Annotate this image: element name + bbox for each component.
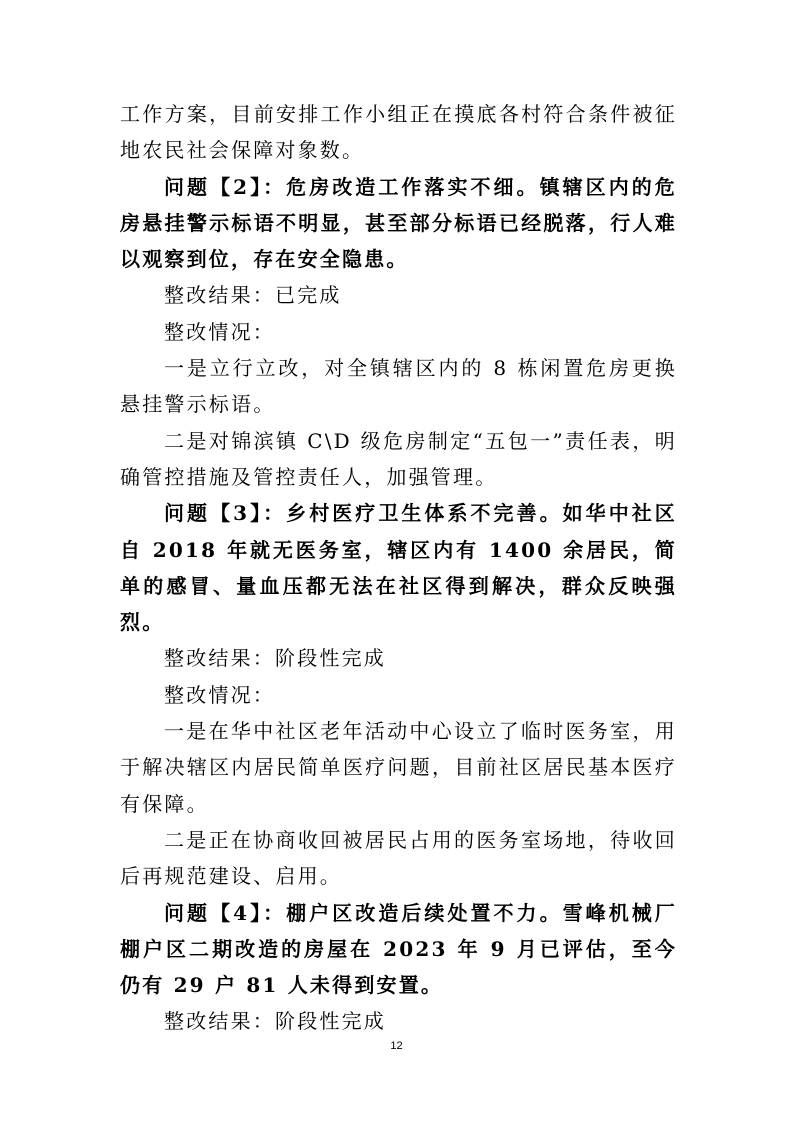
- measure-paragraph: 一是立行立改，对全镇辖区内的 8 栋闲置危房更换悬挂警示标语。: [120, 356, 677, 417]
- measure-paragraph: 二是对锦滨镇 C\D 级危房制定“五包一”责任表，明确管控措施及管控责任人，加强管理。: [120, 428, 677, 489]
- problem-3-heading: 问题【3】：乡村医疗卫生体系不完善。如华中社区自 2018 年就无医务室，辖区内有 1400 余居民，简单的感冒、量血压都无法在社区得到解决，群众反映强烈。: [120, 501, 677, 635]
- problem-4-heading: 问题【4】：棚户区改造后续处置不力。雪峰机械厂棚户区二期改造的房屋在 2023 年 9 月已评估，至今仍有 29 户 81 人未得到安置。: [120, 900, 677, 998]
- page-number: 12: [390, 1040, 403, 1052]
- document-body: [120, 96, 677, 1040]
- rectification-result: 整改结果：阶段性完成: [164, 1009, 386, 1034]
- rectification-result: 整改结果：阶段性完成: [164, 646, 386, 671]
- problem-2-heading: 问题【2】：危房改造工作落实不细。镇辖区内的危房悬挂警示标语不明显，甚至部分标语已经脱落，行人难以观察到位，存在安全隐患。: [120, 174, 677, 272]
- continuation-paragraph: 工作方案，目前安排工作小组正在摸底各村符合条件被征地农民社会保障对象数。: [120, 102, 677, 163]
- measure-paragraph: 一是在华中社区老年活动中心设立了临时医务室，用于解决辖区内居民简单医疗问题，目前社区居民基本医疗有保障。: [120, 719, 677, 816]
- rectification-status-label: 整改情况：: [164, 319, 275, 344]
- rectification-result: 整改结果：已完成: [164, 283, 342, 308]
- measure-paragraph: 二是正在协商收回被居民占用的医务室场地，待收回后再规范建设、启用。: [120, 827, 677, 889]
- rectification-status-label: 整改情况：: [164, 682, 275, 707]
